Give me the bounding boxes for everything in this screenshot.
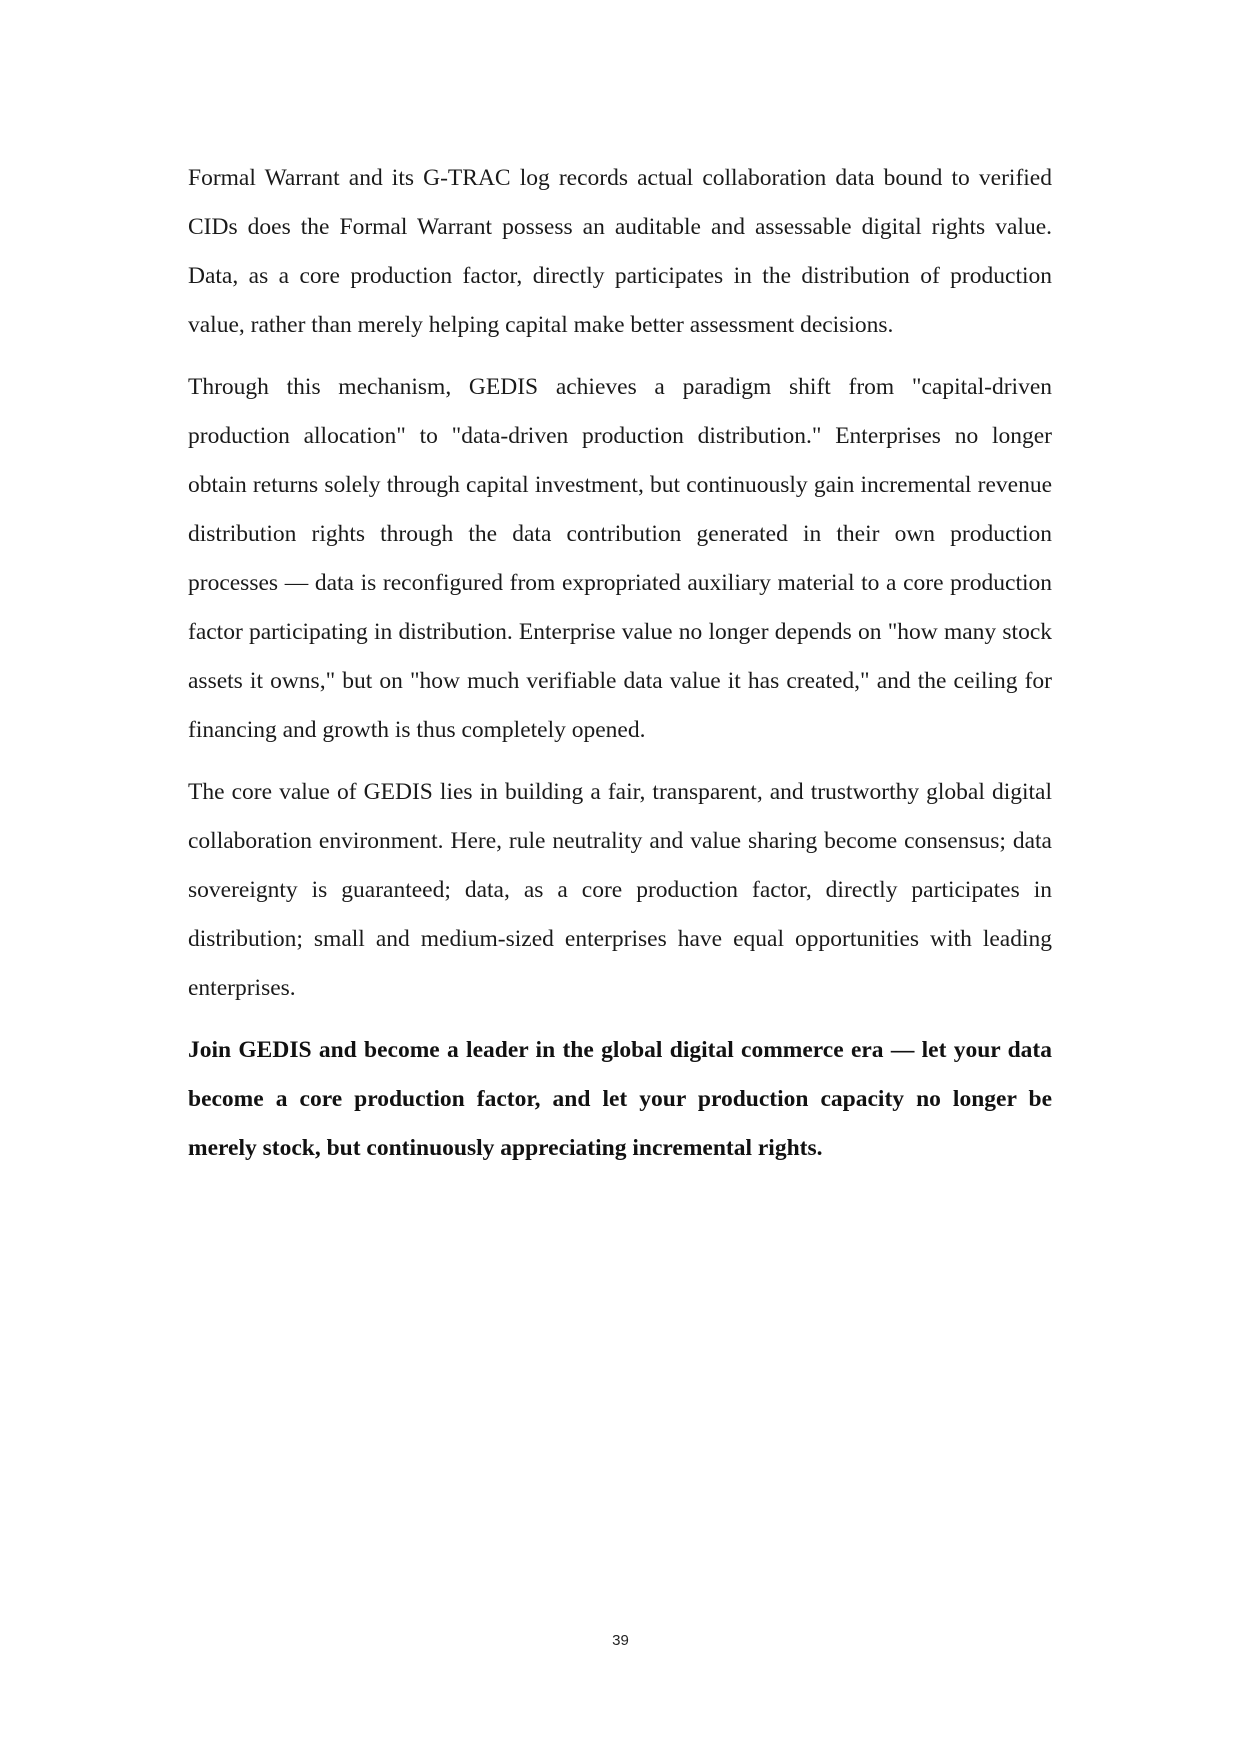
paragraph-paradigm-shift: Through this mechanism, GEDIS achieves a paradigm shift from "capital-driven production allocation" to "data-driven production distribution." Enterprises no longer obtain returns solely through capital investment, but continuously gain incremental revenue distribution rights through the data contribution generated in their own production processes — data is reconfigured from expropriated auxiliary material to a core production factor participating in distribution. Enterprise value no longer depends on "how many stock assets it owns," but on "how much verifiable data value it has created," and the ceiling for financing and growth is thus completely opened.	[188, 374, 1052, 743]
paragraph-call-to-action: Join GEDIS and become a leader in the global digital commerce era — let your data become a core production factor, and let your production capacity no longer be merely stock, but continuously appreciating incremental rights.	[188, 1037, 1052, 1161]
page-number: 39	[612, 1632, 629, 1649]
body-text	[188, 154, 1052, 1186]
paragraph-formal-warrant: Formal Warrant and its G-TRAC log records actual collaboration data bound to verified CIDs does the Formal Warrant possess an auditable and assessable digital rights value. Data, as a core production factor, directly participates in the distribution of production value, rather than merely helping capital make better assessment decisions.	[188, 165, 1052, 338]
paragraph-core-value: The core value of GEDIS lies in building a fair, transparent, and trustworthy global digital collaboration environment. Here, rule neutrality and value sharing become consensus; data sovereignty is guaranteed; data, as a core production factor, directly participates in distribution; small and medium-sized enterprises have equal opportunities with leading enterprises.	[188, 779, 1052, 1001]
